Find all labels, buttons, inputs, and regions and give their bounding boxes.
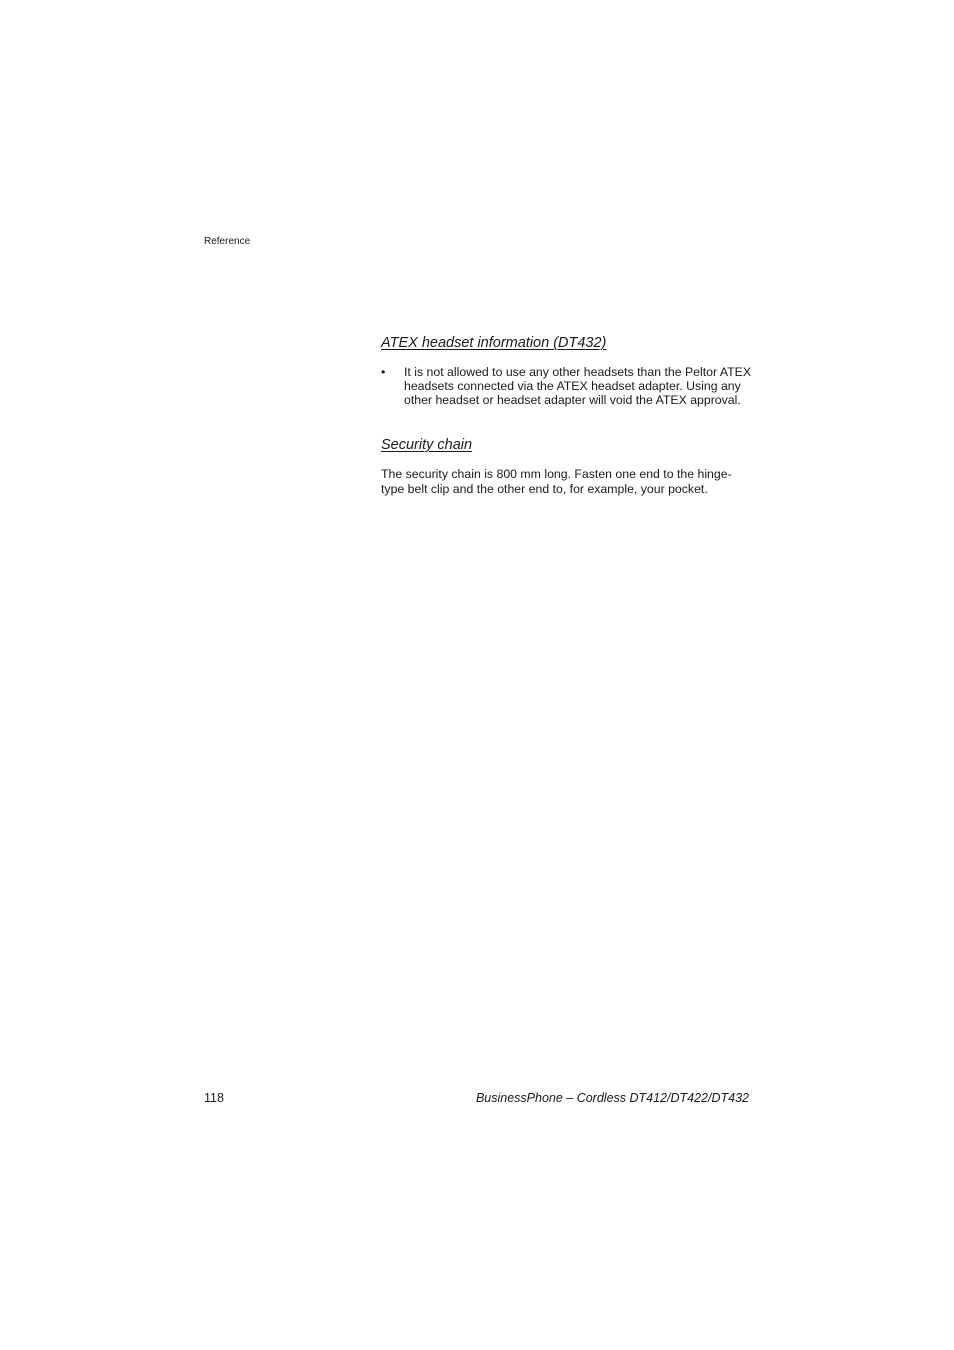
- bullet-icon: •: [381, 365, 386, 379]
- text-line: It is not allowed to use any other headsets than the Peltor ATEX: [404, 365, 752, 379]
- running-head: Reference: [204, 236, 251, 247]
- text-line: The security chain is 800 mm long. Fasten one end to the hinge-: [381, 467, 732, 481]
- bullet-list: [381, 365, 753, 408]
- text-line: other headset or headset adapter will void the ATEX approval.: [404, 393, 741, 408]
- text-line: type belt clip and the other end to, for example, your pocket.: [381, 482, 708, 496]
- list-item: [381, 365, 753, 408]
- section-atex-headset: [381, 334, 753, 408]
- section-heading: ATEX headset information (DT432): [381, 335, 607, 351]
- page-number: 118: [204, 1091, 224, 1105]
- body-paragraph: [381, 467, 753, 497]
- document-title: BusinessPhone – Cordless DT412/DT422/DT432: [475, 1091, 749, 1105]
- text-line: headsets connected via the ATEX headset adapter. Using any: [404, 379, 741, 394]
- section-security-chain: [381, 436, 753, 497]
- section-heading: Security chain: [381, 437, 473, 453]
